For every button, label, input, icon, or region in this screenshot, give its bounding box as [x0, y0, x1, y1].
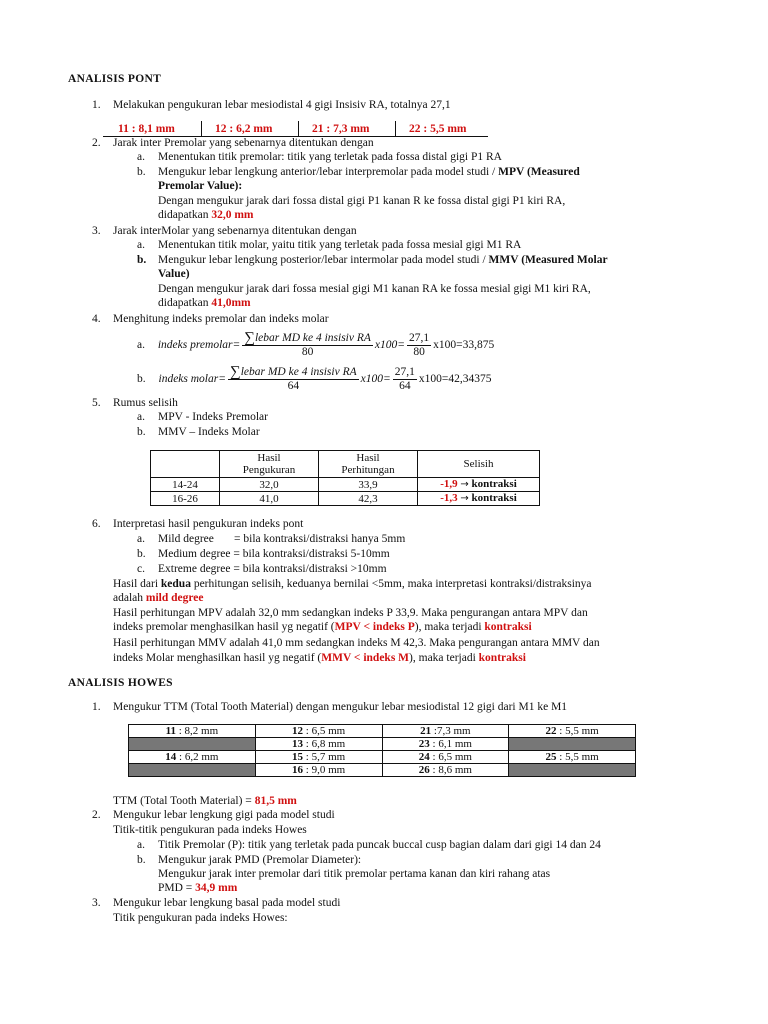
table-cell: -1,9 → kontraksi	[418, 478, 540, 492]
table-row	[129, 764, 636, 777]
divider	[298, 121, 299, 136]
pont-item-5a-text: MPV - Indeks Premolar	[158, 411, 268, 423]
table-cell: 14 : 6,2 mm	[129, 751, 256, 764]
howes-heading: ANALISIS HOWES	[68, 677, 173, 689]
pont-item-6-text: Interpretasi hasil pengukuran indeks pont	[113, 518, 304, 530]
interpretation-para-2-cont: indeks premolar menghasilkan hasil yg negatif (MPV < indeks P), maka terjadi kontraksi	[113, 621, 532, 633]
table-cell: 26 : 8,6 mm	[382, 764, 509, 777]
pont-item-2-number: 2.	[92, 137, 101, 149]
pont-item-5b-text: MMV – Indeks Molar	[158, 426, 260, 438]
table-cell: 24 : 6,5 mm	[382, 751, 509, 764]
pont-heading: ANALISIS PONT	[68, 73, 162, 85]
pont-item-4-text: Menghitung indeks premolar dan indeks molar	[113, 313, 329, 325]
pont-item-6c-label: c.	[137, 563, 145, 575]
pont-item-6a-label: a.	[137, 533, 145, 545]
interpretation-para-3: Hasil perhitungan MMV adalah 41,0 mm sedangkan indeks M 42,3. Maka pengurangan antara MMV dan	[113, 637, 600, 649]
pont-item-3b-bold: Value)	[158, 268, 190, 280]
pont-item-3a-label: a.	[137, 239, 145, 251]
pont-item-3-result: didapatkan 41,0mm	[158, 297, 251, 309]
table-row	[129, 738, 636, 751]
divider	[201, 121, 202, 136]
interpretation-para-1-cont: adalah mild degree	[113, 592, 204, 604]
interpretation-para-2: Hasil perhitungan MPV adalah 32,0 mm sedangkan indeks P 33,9. Maka pengurangan antara MPV dan	[113, 607, 588, 619]
incisor-11: 11 : 8,1 mm	[118, 123, 175, 135]
howes-item-2b-label: b.	[137, 854, 146, 866]
table-cell: 25 : 5,5 mm	[509, 751, 636, 764]
pont-item-3b-text: Mengukur lebar lengkung posterior/lebar intermolar pada model studi / MMV (Measured Molar	[158, 254, 608, 266]
table-cell: -1,3 → kontraksi	[418, 492, 540, 506]
howes-item-2-number: 2.	[92, 809, 101, 821]
pont-item-3-number: 3.	[92, 225, 101, 237]
pont-item-1-text: Melakukan pengukuran lebar mesiodistal 4 gigi Insisiv RA, totalnya 27,1	[113, 99, 451, 111]
pont-item-2b-text: Mengukur lebar lengkung anterior/lebar interpremolar pada model studi / MPV (Measured	[158, 166, 580, 178]
interpretation-para-3-cont: indeks Molar menghasilkan hasil yg negatif (MMV < indeks M), maka terjadi kontraksi	[113, 652, 526, 664]
howes-item-3-text: Mengukur lebar lengkung basal pada model studi	[113, 897, 341, 909]
howes-item-1-number: 1.	[92, 701, 101, 713]
table-cell: 13 : 6,8 mm	[255, 738, 382, 751]
table-cell: 32,0	[220, 478, 319, 492]
formula-molar: b. indeks molar= $\frac{\text{∑lebar MD ke 4 insisiv RA}}{64}$ x100= $\frac{27,1}{64}$ x100=42,34375	[137, 363, 492, 392]
table-cell: 42,3	[319, 492, 418, 506]
table-header-cell: Hasil Pengukuran	[220, 451, 319, 478]
howes-item-3-sub: Titik pengukuran pada indeks Howes:	[113, 912, 288, 924]
table-header-cell: Selisih	[418, 451, 540, 478]
pont-item-2a-label: a.	[137, 151, 145, 163]
table-cell-empty	[129, 764, 256, 777]
howes-item-2a-text: Titik Premolar (P): titik yang terletak pada puncak buccal cusp bagian dalam dari gigi 14 dan 24	[158, 839, 601, 851]
table-row	[151, 492, 540, 506]
howes-item-1-text: Mengukur TTM (Total Tooth Material) dengan mengukur lebar mesiodistal 12 gigi dari M1 ke M1	[113, 701, 568, 713]
pont-item-3a-text: Menentukan titik molar, yaitu titik yang terletak pada fossa mesial gigi M1 RA	[158, 239, 522, 251]
table-header-cell	[151, 451, 220, 478]
howes-item-2-text: Mengukur lebar lengkung gigi pada model studi	[113, 809, 335, 821]
pont-item-6a-text: Mild degree = bila kontraksi/distraksi hanya 5mm	[158, 533, 406, 545]
table-cell: 16-26	[151, 492, 220, 506]
incisor-width-row	[103, 122, 488, 137]
pont-item-6b-label: b.	[137, 548, 146, 560]
divider	[395, 121, 396, 136]
table-row	[151, 478, 540, 492]
howes-item-2-sub: Titik-titik pengukuran pada indeks Howes	[113, 824, 307, 836]
incisor-22: 22 : 5,5 mm	[409, 123, 467, 135]
pont-result-table	[150, 450, 540, 506]
pont-item-5-text: Rumus selisih	[113, 397, 178, 409]
pont-item-2a-text: Menentukan titik premolar: titik yang terletak pada fossa distal gigi P1 RA	[158, 151, 502, 163]
ttm-result: TTM (Total Tooth Material) = 81,5 mm	[113, 795, 297, 807]
table-cell: 22 : 5,5 mm	[509, 725, 636, 738]
table-cell-empty	[509, 764, 636, 777]
pont-item-5b-label: b.	[137, 426, 146, 438]
interpretation-para-1: Hasil dari kedua perhitungan selisih, keduanya bernilai <5mm, maka interpretasi kontraksi/distraksinya	[113, 578, 592, 590]
pont-item-4-number: 4.	[92, 313, 101, 325]
pont-item-2b-bold: Premolar Value):	[158, 180, 243, 192]
pont-item-2-result: didapatkan 32,0 mm	[158, 209, 254, 221]
table-row	[129, 725, 636, 738]
table-cell: 14-24	[151, 478, 220, 492]
pont-item-6-number: 6.	[92, 518, 101, 530]
howes-item-2b-text: Mengukur jarak PMD (Premolar Diameter):	[158, 854, 362, 866]
pont-item-6b-text: Medium degree = bila kontraksi/distraksi 5-10mm	[158, 548, 390, 560]
pont-item-5a-label: a.	[137, 411, 145, 423]
howes-item-3-number: 3.	[92, 897, 101, 909]
pont-item-2-desc: Dengan mengukur jarak dari fossa distal gigi P1 kanan R ke fossa distal gigi P1 kiri RA,	[158, 195, 566, 207]
pont-item-1-number: 1.	[92, 99, 101, 111]
pmd-result: PMD = 34,9 mm	[158, 882, 238, 894]
table-cell-empty	[509, 738, 636, 751]
table-header-cell: Hasil Perhitungan	[319, 451, 418, 478]
incisor-12: 12 : 6,2 mm	[215, 123, 273, 135]
table-cell: 12 : 6,5 mm	[255, 725, 382, 738]
table-row	[129, 751, 636, 764]
table-cell: 33,9	[319, 478, 418, 492]
pont-item-3-text: Jarak interMolar yang sebenarnya ditentukan dengan	[113, 225, 357, 237]
table-header-row	[151, 451, 540, 478]
table-cell: 21 :7,3 mm	[382, 725, 509, 738]
table-cell: 16 : 9,0 mm	[255, 764, 382, 777]
table-cell-empty	[129, 738, 256, 751]
howes-item-2-desc: Mengukur jarak inter premolar dari titik premolar pertama kanan dan kiri rahang atas	[158, 868, 551, 880]
table-cell: 23 : 6,1 mm	[382, 738, 509, 751]
pont-item-2b-label: b.	[137, 166, 146, 178]
pont-item-5-number: 5.	[92, 397, 101, 409]
table-cell: 11 : 8,2 mm	[129, 725, 256, 738]
table-cell: 15 : 5,7 mm	[255, 751, 382, 764]
table-cell: 41,0	[220, 492, 319, 506]
pont-item-6c-text: Extreme degree = bila kontraksi/distraksi >10mm	[158, 563, 387, 575]
pont-item-3b-label: b.	[137, 254, 147, 266]
howes-tooth-table	[128, 724, 636, 777]
pont-item-2-text: Jarak inter Premolar yang sebenarnya ditentukan dengan	[113, 137, 374, 149]
formula-premolar: a. indeks premolar= $\frac{\text{∑lebar MD ke 4 insisiv RA}}{80}$ x100= $\frac{27,1}{80}$ x100=33,875	[137, 329, 495, 358]
incisor-21: 21 : 7,3 mm	[312, 123, 370, 135]
pont-item-3-desc: Dengan mengukur jarak dari fossa mesial gigi M1 kanan RA ke fossa mesial gigi M1 kiri RA,	[158, 283, 591, 295]
howes-item-2a-label: a.	[137, 839, 145, 851]
